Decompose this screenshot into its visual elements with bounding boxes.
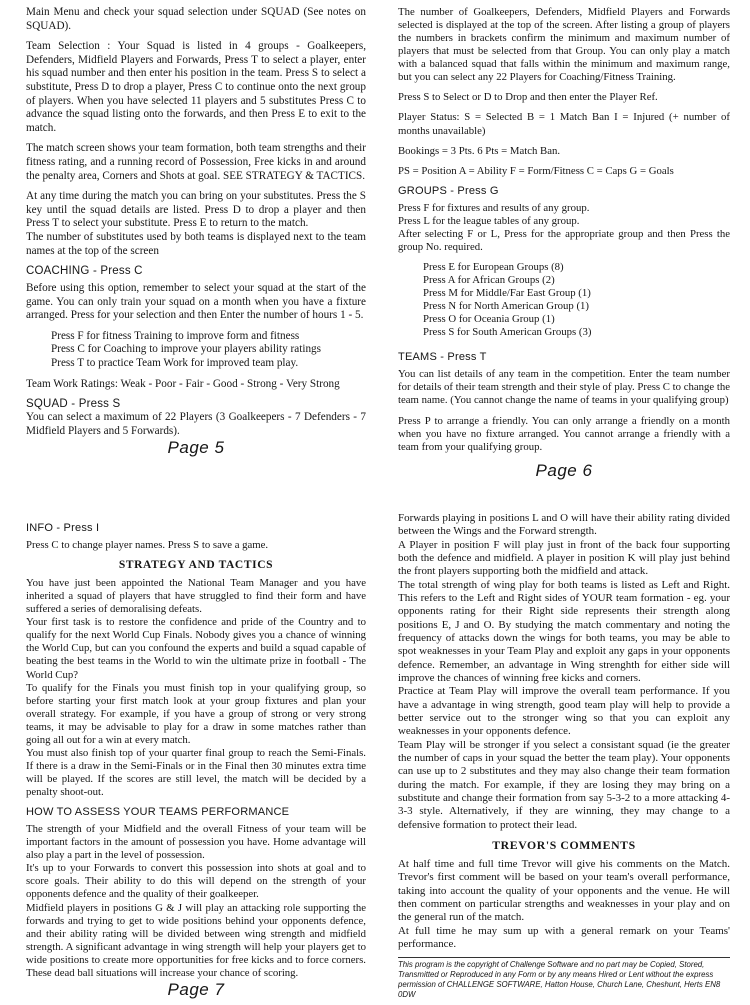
assess-paragraph: The strength of your Midfield and the overall Fitness of your team will be important factors in the amount of possession you have. Home advantage will also play a part in the level of possession. — [26, 823, 366, 862]
strategy-paragraph: Your first task is to restore the confidence and pride of the Country and to qualify for the next World Cup Finals. Nobody gives you a chance of winning the World Cup, but can you confound the experts and build a squad capable of beating the best teams in the World to win the ultimate prize in football - The World Cup? — [26, 616, 366, 681]
groups-list — [423, 261, 730, 339]
groups-list-item: Press E for European Groups (8) — [423, 260, 564, 273]
coaching-paragraph: Before using this option, remember to select your squad at the start of the game. You can only train your squad on a month when you have a fixture arranged. Press for your selection and then Enter the number of hours 1 - 5. — [26, 282, 366, 322]
coaching-options — [51, 330, 366, 371]
groups-line: Press L for the league tables of any group. — [398, 214, 580, 227]
body-paragraph: Team Play will be stronger if you select a consistant squad (ie the greater the number of caps in your squad the better the team play). Your opponents can use up to 2 substitutes and they may also change their team formation during the match. For example, if they are losing they may bring on a substitute and change their formation from say 5-3-2 to a more attacking 4-3-3 style. Alternatively, if they are winning, they may change to a defensive formation to protect their lead. — [398, 738, 730, 831]
coaching-option: Press C for Coaching to improve your players ability ratings — [51, 343, 322, 356]
team-selection-paragraph: Team Selection : Your Squad is listed in 4 groups - Goalkeepers, Defenders, Midfield Players and Forwards, Press T to select a player, enter his squad number and then enter his position in the team. Press S to select a substitute, Press D to drop a player, Press C to continue onto the next group of players. When you have selected 11 players and 5 substitutes Press C to advance the squad listing onto the forwards, and then Press E to exit to the match. — [26, 40, 366, 134]
page-5 — [26, 6, 366, 498]
squad-heading: SQUAD - Press S — [26, 398, 121, 411]
groups-list-item: Press O for Oceania Group (1) — [423, 313, 555, 326]
body-paragraph: A Player in position F will play just in front of the back four supporting both the defence and midfield. A player in position K will play just behind the front players supporting both the midfield and attack. — [398, 538, 730, 578]
squad-paragraph: You can select a maximum of 22 Players (3 Goalkeepers - 7 Defenders - 7 Midfield Players and 5 Forwards). — [26, 411, 366, 437]
groups-list-item: Press A for African Groups (2) — [423, 274, 555, 286]
strategy-paragraph: You have just been appointed the National Team Manager and you have inherited a squad of players that have struggled to find their form and have suffered a series of demoralising defeats. — [26, 577, 366, 616]
groups-line: Press F for fixtures and results of any group. — [398, 201, 590, 214]
select-drop-paragraph: Press S to Select or D to Drop and then enter the Player Ref. — [398, 91, 658, 104]
friendly-paragraph: Press P to arrange a friendly. You can only arrange a friendly on a month when you have no fixture arranged. You cannot arrange a friendly with a team from your qualifying group. — [398, 414, 730, 453]
assess-paragraph: It's up to your Forwards to convert this possession into shots at goal and to score goals. Their ability to do this will depend on the strength of your opponents defence and the quality of their goalkeeper. — [26, 862, 366, 901]
groups-heading: GROUPS - Press G — [398, 184, 499, 197]
page-number: Page 7 — [167, 979, 225, 999]
info-paragraph: Press C to change player names. Press S to save a game. — [26, 539, 269, 551]
coaching-option: Press F for fitness Training to improve form and fitness — [51, 329, 300, 342]
trevor-paragraph: At full time he may sum up with a general remark on your Teams' performance. — [398, 924, 730, 950]
page-7 — [26, 512, 366, 1004]
strategy-paragraph: To qualify for the Finals you must finish top in your qualifying group, so before starting your first match look at your group fixtures and plan your overall strategy. For example, if you have a group of strong or very strong teams, it may be advisable to play for a draw in some matches rather than going all out for a win at every match. — [26, 681, 366, 746]
groups-list-item: Press S for South American Groups (3) — [423, 326, 592, 339]
trevor-heading: TREVOR'S COMMENTS — [492, 838, 636, 852]
groups-line: After selecting F or L, Press for the appropriate group and then Press the group No. required. — [398, 227, 730, 253]
substitutes-paragraph: At any time during the match you can bring on your substitutes. Press the S key until the squad details are listed. Press D to drop a player and then Press T to select your substitute. Press E to return to the match. — [26, 190, 366, 230]
page-6 — [398, 6, 730, 498]
trevor-paragraph: At half time and full time Trevor will give his comments on the Match. Trevor's first comment will be based on your team's overall performance, taking into account the quality of your opponents and the venue. He will then comment on particular strengths and weaknesses in your play and on the general run of the match. — [398, 857, 730, 924]
coaching-option: Press T to practice Team Work for improved team play. — [51, 357, 299, 370]
page-number: Page 5 — [167, 438, 225, 458]
copyright-notice: This program is the copyright of Challenge Software and no part may be Copied, Stored, Transmitted or Reproduced in any Form or by any means Hired or Lent without the express permission of CHALLENGE SOFTWARE, Hatton House, Church Lane, Cheshunt, Herts EN8 0DW — [398, 957, 730, 999]
assess-heading: HOW TO ASSESS YOUR TEAMS PERFORMANCE — [26, 806, 290, 819]
strategy-heading: STRATEGY AND TACTICS — [118, 559, 274, 572]
page-number: Page 6 — [535, 460, 593, 480]
bookings-paragraph: Bookings = 3 Pts. 6 Pts = Match Ban. — [398, 144, 561, 157]
abbreviations-paragraph: PS = Position A = Ability F = Form/Fitness C = Caps G = Goals — [398, 164, 674, 177]
groups-paragraph — [398, 202, 730, 254]
body-paragraph: Practice at Team Play will improve the overall team performance. If you have a advantage in wing strength, good team play will help to provide a better service out to the stronger wing so that you can exploit any weaknesses in your opponents defence. — [398, 685, 730, 738]
info-heading: INFO - Press I — [26, 522, 100, 534]
squad-count-paragraph: The number of Goalkeepers, Defenders, Midfield Players and Forwards selected is displayed at the top of the screen. After listing a group of players the numbers in brackets confirm the minimum and maximum number of players that must be selected from that Group. You can only play a match with a balanced squad that falls within the minimum and maximum range, but you can select any 22 Players for Coaching/Fitness Training. — [398, 6, 730, 84]
assess-paragraph: Midfield players in positions G & J will play an attacking role supporting the forwards and trying to get to wide positions behind your opponents defence, and their ability rating will be divided between wing strength and midfield strength. A significant advantage in wing strength will help your players get to wide positions to create more opportunities for free kicks and to force corners. These dead ball situations will increase your chance of scoring. — [26, 901, 366, 979]
match-screen-paragraph: The match screen shows your team formation, both team strengths and their fitness rating, and a running record of Possession, Free kicks in and around the penalty area, Corners and Shots at goal. SEE STRATEGY & TACTICS. — [26, 142, 366, 182]
intro-paragraph: Main Menu and check your squad selection under SQUAD (See notes on SQUAD). — [26, 6, 366, 32]
groups-list-item: Press N for North American Group (1) — [423, 300, 589, 313]
groups-list-item: Press M for Middle/Far East Group (1) — [423, 287, 591, 300]
coaching-heading: COACHING - Press C — [26, 265, 143, 278]
strategy-paragraph: You must also finish top of your quarter final group to reach the Semi-Finals. If there is a draw in the Semi-Finals or in the Final then 30 minutes extra time will be played. If the scores are still level, the match will be decided by a penalty shoot-out. — [26, 746, 366, 799]
teams-heading: TEAMS - Press T — [398, 351, 487, 364]
player-status-paragraph: Player Status: S = Selected B = 1 Match Ban I = Injured (+ number of months unavailable) — [398, 111, 730, 137]
body-paragraph: Forwards playing in positions L and O will have their ability rating divided between the Wings and the Forward strength. — [398, 512, 730, 538]
substitutes-count-paragraph: The number of substitutes used by both teams is displayed next to the team names at the top of the screen — [26, 230, 366, 257]
team-work-ratings: Team Work Ratings: Weak - Poor - Fair - Good - Strong - Very Strong — [26, 377, 340, 390]
page-8 — [398, 512, 730, 1004]
body-paragraph: The total strength of wing play for both teams is listed as Left and Right. This refers to the Left and Right sides of YOUR team formation - eg. your opponents rating for their Right side represents their strength along positions E, J and O. By studying the match commentary and noting the frequency of attacks down the wings for both teams, you may be able to spot weaknesses in your Team Play and exploit any gaps in your opponents defence. Remember, an advantage in Wing strenghth for either side will improve the chances of winning free kicks and corners. — [398, 578, 730, 684]
teams-paragraph: You can list details of any team in the competition. Enter the team number for details of their team strength and their style of play. Press C to change the team name. (You cannot change the name of teams in your qualifying group) — [398, 368, 730, 407]
